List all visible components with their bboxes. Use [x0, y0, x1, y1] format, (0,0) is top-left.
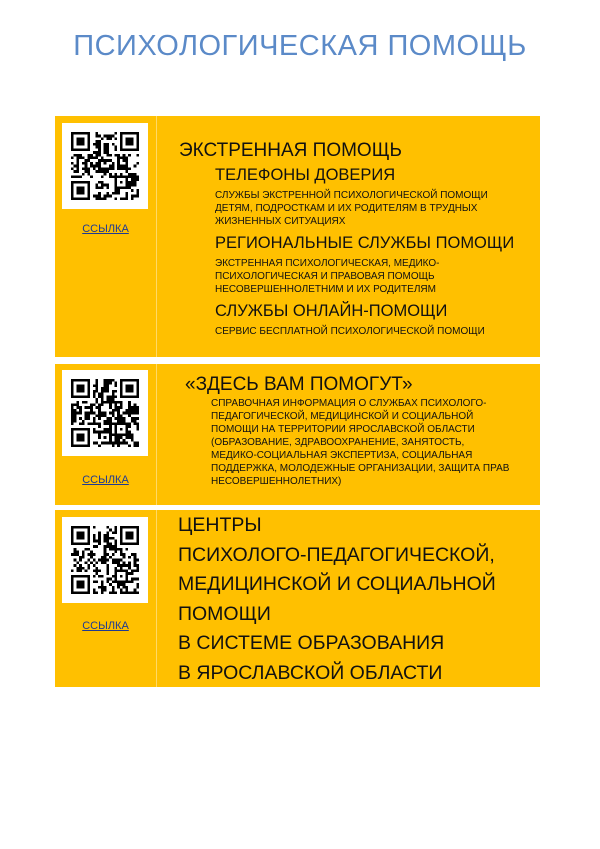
emergency-help-heading: ЭКСТРЕННАЯ ПОМОЩЬ	[179, 140, 402, 161]
card-right-column	[157, 364, 540, 505]
qr-code-icon[interactable]	[62, 517, 148, 603]
here-they-help-description: СПРАВОЧНАЯ ИНФОРМАЦИЯ О СЛУЖБАХ ПСИХОЛОГО-ПЕДАГОГИЧЕСКОЙ, МЕДИЦИНСКОЙ И СОЦИАЛЬНОЙ ПОМОЩИ НА ТЕРРИТОРИИ ЯРОСЛАВСКОЙ ОБЛАСТИ (ОБРАЗОВАНИЕ, ЗДРАВООХРАНЕНИЕ, ЗАНЯТОСТЬ, МЕДИКО-СОЦИАЛЬНАЯ ЭКСПЕРТИЗА, СОЦИАЛЬНАЯ ПОДДЕРЖКА, МОЛОДЕЖНЫЕ ОРГАНИЗАЦИИ, ЗАЩИТА ПРАВ НЕСОВЕРШЕННОЛЕТНИХ)	[211, 398, 510, 487]
card-left-column	[55, 364, 157, 505]
emergency-help-card	[55, 116, 540, 357]
card-right-column	[157, 510, 540, 687]
centers-card	[55, 510, 540, 687]
centers-heading-line: ПСИХОЛОГО-ПЕДАГОГИЧЕСКОЙ,	[178, 543, 495, 566]
regional-services-description: ЭКСТРЕННАЯ ПСИХОЛОГИЧЕСКАЯ, МЕДИКО-ПСИХОЛОГИЧЕСКАЯ И ПРАВОВАЯ ПОМОЩЬ НЕСОВЕРШЕННОЛЕТНИМ И ИХ РОДИТЕЛЯМ	[215, 258, 440, 295]
centers-heading-line: ПОМОЩИ	[178, 602, 271, 625]
centers-heading-line: МЕДИЦИНСКОЙ И СОЦИАЛЬНОЙ	[178, 573, 496, 595]
qr-code-icon[interactable]	[62, 123, 148, 209]
card-left-column	[55, 116, 157, 357]
card-left-column	[55, 510, 157, 687]
centers-heading	[178, 511, 540, 687]
here-they-help-link[interactable]: ССЫЛКА	[82, 474, 129, 486]
centers-link[interactable]: ССЫЛКА	[82, 620, 129, 632]
regional-services-title: РЕГИОНАЛЬНЫЕ СЛУЖБЫ ПОМОЩИ	[215, 234, 515, 252]
online-help-description: СЕРВИС БЕСПЛАТНОЙ ПСИХОЛОГИЧЕСКОЙ ПОМОЩИ	[215, 326, 485, 337]
page-title: ПСИХОЛОГИЧЕСКАЯ ПОМОЩЬ	[73, 30, 527, 62]
centers-heading-line: ЦЕНТРЫ	[178, 514, 262, 536]
online-help-title: СЛУЖБЫ ОНЛАЙН-ПОМОЩИ	[215, 302, 448, 320]
card-right-column	[157, 116, 540, 357]
emergency-help-link[interactable]: ССЫЛКА	[82, 223, 129, 235]
hotline-description: СЛУЖБЫ ЭКСТРЕННОЙ ПСИХОЛОГИЧЕСКОЙ ПОМОЩИ ДЕТЯМ, ПОДРОСТКАМ И ИХ РОДИТЕЛЯМ В ТРУДНЫХ ЖИЗНЕННЫХ СИТУАЦИЯХ	[215, 190, 488, 227]
here-they-help-card	[55, 364, 540, 505]
centers-heading-line: В СИСТЕМЕ ОБРАЗОВАНИЯ	[178, 632, 445, 654]
centers-heading-line: В ЯРОСЛАВСКОЙ ОБЛАСТИ	[178, 661, 443, 684]
qr-code-icon[interactable]	[62, 370, 148, 456]
hotline-title: ТЕЛЕФОНЫ ДОВЕРИЯ	[215, 166, 396, 184]
here-they-help-heading: «ЗДЕСЬ ВАМ ПОМОГУТ»	[185, 374, 413, 395]
